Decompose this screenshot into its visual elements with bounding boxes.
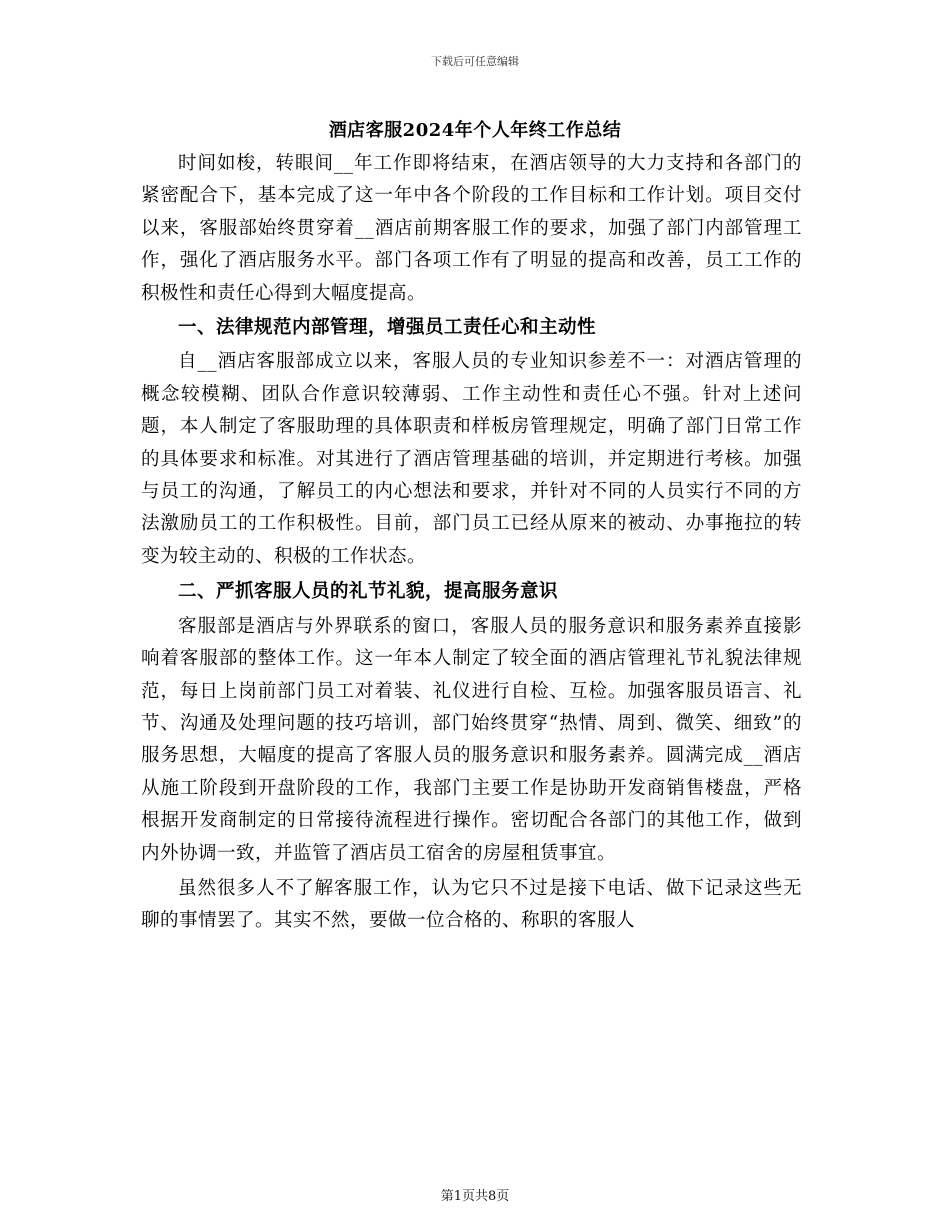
section-heading-1: 一、法律规范内部管理，增强员工责任心和主动性 bbox=[178, 317, 597, 339]
document-body bbox=[141, 148, 802, 938]
paragraph-section-1: 自__酒店客服部成立以来，客服人员的专业知识参差不一：对酒店管理的概念较模糊、团队合作意识较薄弱、工作主动性和责任心不强。针对上述问题，本人制定了客服助理的具体职责和样板房管理规定，明确了部门日常工作的具体要求和标准。对其进行了酒店管理基础的培训，并定期进行考核。加强与员工的沟通，了解员工的内心想法和要求，并针对不同的人员实行不同的方法激励员工的工作积极性。目前，部门员工已经从原来的被动、办事拖拉的转变为较主动的、积极的工作状态。 bbox=[141, 351, 802, 567]
document-title: 酒店客服2024年个人年终工作总结 bbox=[328, 120, 622, 141]
paragraph-intro: 时间如梭，转眼间__年工作即将结束，在酒店领导的大力支持和各部门的紧密配合下，基本完成了这一年中各个阶段的工作目标和工作计划。项目交付以来，客服部始终贯穿着__酒店前期客服工作的要求，加强了部门内部管理工作，强化了酒店服务水平。部门各项工作有了明显的提高和改善，员工工作的积极性和责任心得到大幅度提高。 bbox=[141, 153, 802, 304]
header-note: 下载后可任意编辑 bbox=[431, 55, 519, 68]
section-heading-2: 二、严抓客服人员的礼节礼貌，提高服务意识 bbox=[178, 581, 559, 603]
paragraph-section-2: 客服部是酒店与外界联系的窗口，客服人员的服务意识和服务素养直接影响着客服部的整体工作。这一年本人制定了较全面的酒店管理礼节礼貌法律规范，每日上岗前部门员工对着装、礼仪进行自检、互检。加强客服员语言、礼节、沟通及处理问题的技巧培训，部门始终贯穿“热情、周到、微笑、细致”的服务思想，大幅度的提高了客服人员的服务意识和服务素养。圆满完成__酒店从施工阶段到开盘阶段的工作，我部门主要工作是协助开发商销售楼盘，严格根据开发商制定的日常接待流程进行操作。密切配合各部门的其他工作，做到内外协调一致，并监管了酒店员工宿舍的房屋租赁事宜。 bbox=[141, 615, 802, 864]
page-number-footer: 第1页共8页 bbox=[440, 1189, 510, 1204]
paragraph-closing: 虽然很多人不了解客服工作，认为它只不过是接下电话、做下记录这些无聊的事情罢了。其实不然，要做一位合格的、称职的客服人 bbox=[141, 877, 802, 932]
